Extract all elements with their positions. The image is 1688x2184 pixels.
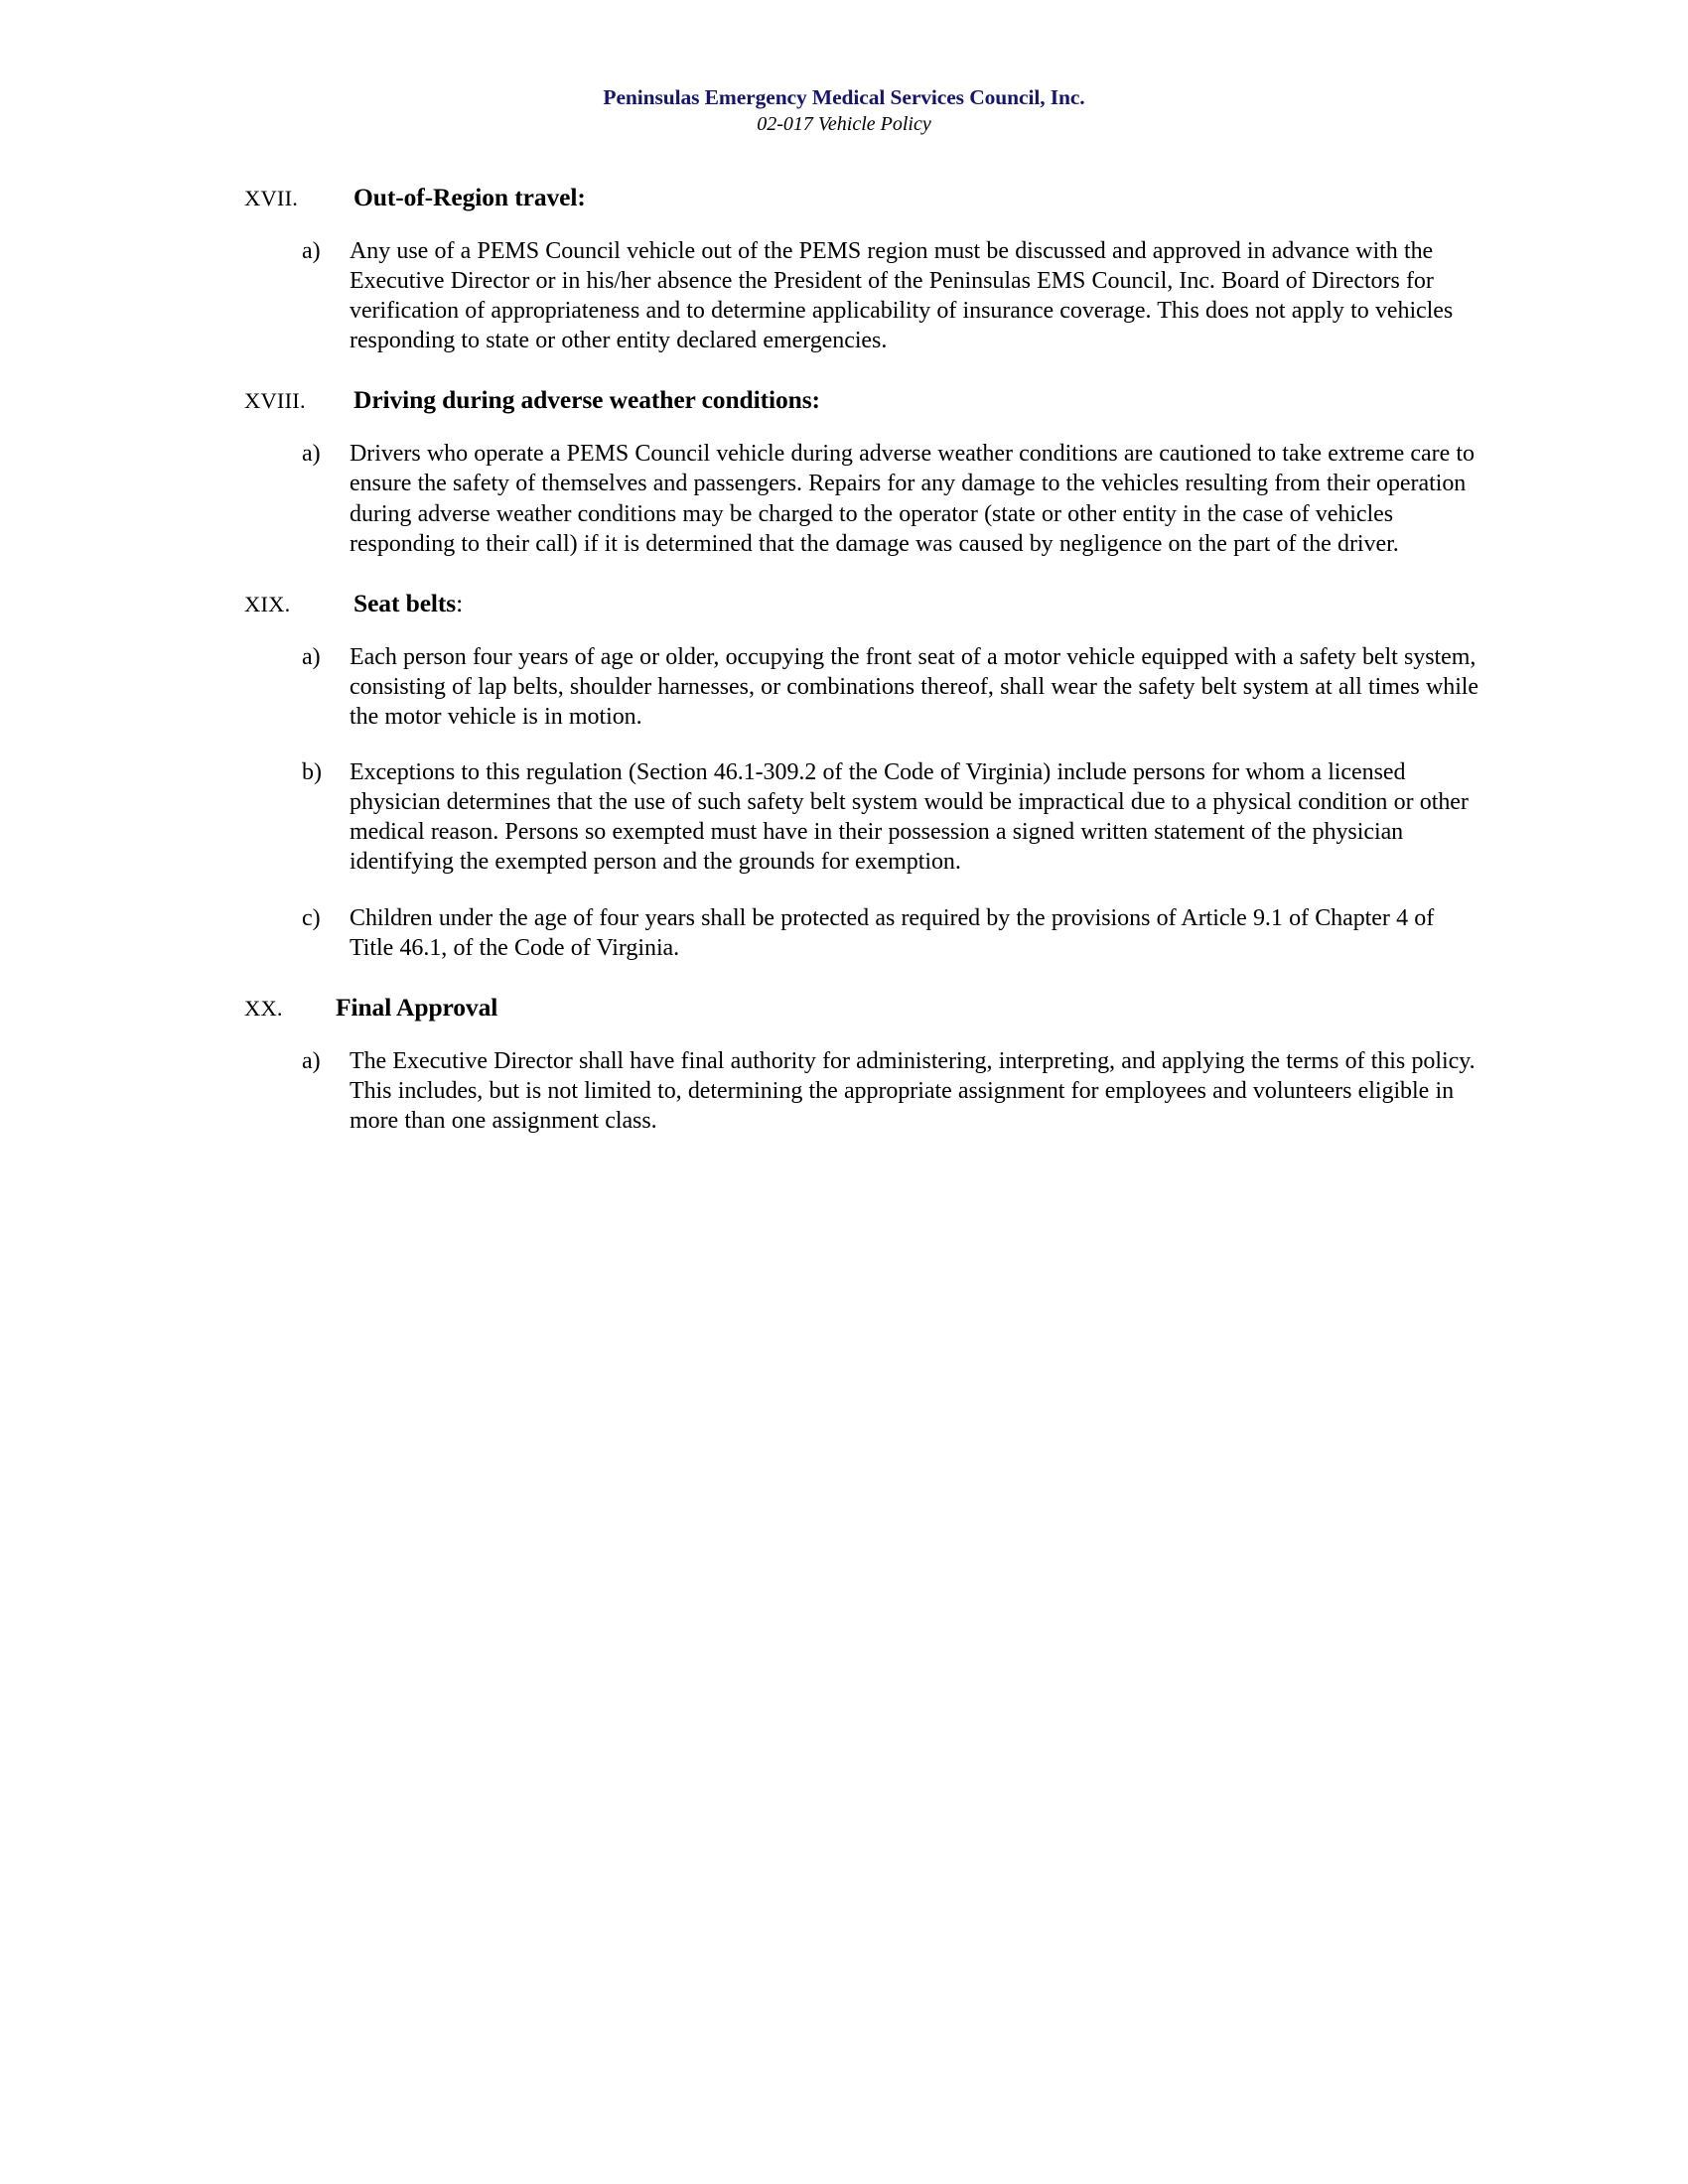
section-items-xvii: [244, 236, 1479, 355]
section-heading-xx: [244, 993, 1479, 1023]
section-items-xix: [244, 642, 1479, 963]
list-item: [244, 236, 1479, 355]
list-item: [244, 439, 1479, 558]
list-item-text: Any use of a PEMS Council vehicle out of the PEMS region must be discussed and approved in advance with the Executive Director or in his/her absence the President of the Peninsulas EMS Council, Inc. Board of Directors for verification of appropriateness and to determine applicability of insurance coverage. This does not apply to vehicles responding to state or other entity declared emergencies.: [350, 237, 1454, 354]
section-title: Out-of-Region travel:: [353, 182, 586, 211]
section-items-xx: [244, 1046, 1479, 1136]
section-title: Driving during adverse weather conditions:: [353, 385, 820, 415]
list-item-marker: b): [302, 759, 322, 786]
document-body: [0, 183, 1688, 1137]
section-title: Final Approval: [336, 992, 498, 1022]
section-title: Seat belts: [353, 588, 457, 617]
list-item-marker: a): [302, 441, 321, 468]
document-title: 02-017 Vehicle Policy: [757, 112, 931, 135]
section-numeral: XIX.: [244, 591, 291, 616]
list-item-text: The Executive Director shall have final authority for administering, interpreting, and applying the terms of this policy. This includes, but is not limited to, determining the appropriate assignment for employees and volunteers eligible in more than one assignment class.: [350, 1047, 1476, 1135]
section-items-xviii: [244, 439, 1479, 558]
list-item-marker: a): [302, 643, 321, 670]
section-numeral: XVIII.: [244, 388, 306, 414]
list-item-marker: a): [302, 1047, 321, 1074]
list-item-text: Exceptions to this regulation (Section 46.1-309.2 of the Code of Virginia) include persons for whom a licensed physician determines that the use of such safety belt system would be impractical due to a physical condition or other medical reason. Persons so exempted must have in their possession a signed written statement of the physician identifying the exempted person and the grounds for exemption.: [350, 759, 1469, 876]
section-xviii: [244, 385, 1479, 559]
list-item-marker: c): [302, 904, 321, 931]
list-item: [244, 757, 1479, 877]
list-item-text: Drivers who operate a PEMS Council vehicle during adverse weather conditions are cautioned to take extreme care to ensure the safety of themselves and passengers. Repairs for any damage to the vehicles resulting from their operation during adverse weather conditions may be charged to the operator (state or other entity in the case of vehicles responding to their call) if it is determined that the damage was caused by negligence on the part of the driver.: [350, 441, 1475, 557]
list-item-marker: a): [302, 237, 321, 264]
list-item-text: Children under the age of four years shall be protected as required by the provisions of Article 9.1 of Chapter 4 of Title 46.1, of the Code of Virginia.: [350, 904, 1435, 961]
list-item-text: Each person four years of age or older, occupying the front seat of a motor vehicle equipped with a safety belt system, consisting of lap belts, shoulder harnesses, or combinations thereof, shall wear the safety belt system at all times while the motor vehicle is in motion.: [350, 643, 1479, 731]
section-xvii: [244, 183, 1479, 356]
section-heading-xviii: [244, 385, 1479, 415]
section-numeral: XX.: [244, 995, 283, 1021]
organization-name: Peninsulas Emergency Medical Services Council, Inc.: [603, 85, 1085, 109]
document-header: [0, 0, 1688, 137]
list-item: [244, 1046, 1479, 1136]
section-title-suffix: :: [456, 588, 464, 617]
section-heading-xvii: [244, 183, 1479, 212]
section-xix: [244, 589, 1479, 963]
section-heading-xix: [244, 589, 1479, 618]
section-numeral: XVII.: [244, 185, 299, 210]
list-item: [244, 903, 1479, 963]
section-xx: [244, 993, 1479, 1136]
list-item: [244, 642, 1479, 732]
